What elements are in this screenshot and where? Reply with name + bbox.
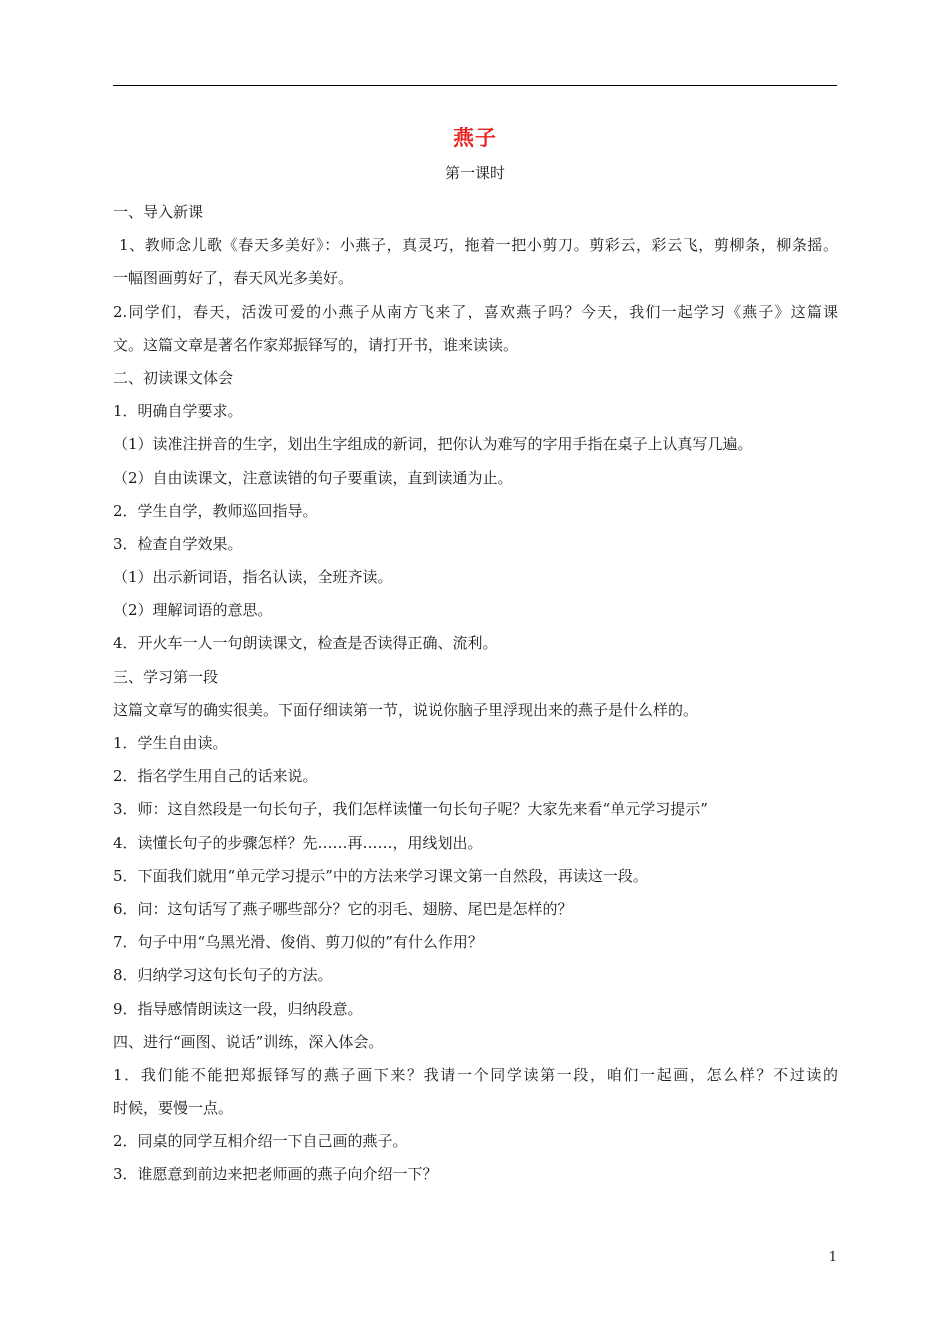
list-item: 4．读懂长句子的步骤怎样？先……再……，用线划出。 — [113, 833, 483, 852]
section-heading: 一、导入新课 — [113, 203, 204, 221]
header-rule — [113, 85, 837, 86]
section-heading: 四、进行“画图、说话”训练，深入体会。 — [113, 1032, 384, 1051]
paragraph-line: 1、教师念儿歌《春天多美好》：小燕子，真灵巧，拖着一把小剪刀。剪彩云，彩云飞，剪柳条，柳条摇。 — [119, 236, 838, 255]
list-item: 3．谁愿意到前边来把老师画的燕子向介绍一下？ — [113, 1165, 438, 1184]
paragraph-line: 一幅图画剪好了，春天风光多美好。 — [113, 269, 354, 288]
document-body — [113, 196, 838, 1192]
page-number: 1 — [828, 1250, 837, 1265]
list-item: （1）读准注拼音的生字，划出生字组成的新词，把你认为难写的字用手指在桌子上认真写几遍。 — [113, 435, 753, 454]
paragraph-line: 文。这篇文章是著名作家郑振铎写的，请打开书，谁来读读。 — [113, 335, 519, 354]
list-item: 1．我们能不能把郑振铎写的燕子画下来？我请一个同学读第一段，咱们一起画，怎么样？不过读的 — [113, 1065, 838, 1084]
paragraph-line: 这篇文章写的确实很美。下面仔细读第一节，说说你脑子里浮现出来的燕子是什么样的。 — [113, 700, 699, 719]
list-item: 5．下面我们就用“单元学习提示”中的方法来学习课文第一自然段，再读这一段。 — [113, 866, 648, 885]
list-item: 1．学生自由读。 — [113, 734, 228, 752]
section-heading: 二、初读课文体会 — [113, 368, 234, 387]
list-item: 7．句子中用“乌黑光滑、俊俏、剪刀似的”有什么作用？ — [113, 933, 483, 952]
section-heading: 三、学习第一段 — [113, 667, 219, 686]
list-item: 6．问：这句话写了燕子哪些部分？它的羽毛、翅膀、尾巴是怎样的？ — [113, 899, 573, 918]
list-item: （1）出示新词语，指名认读，全班齐读。 — [113, 568, 393, 587]
document-title: 燕子 — [453, 126, 497, 150]
list-item: 8．归纳学习这句长句子的方法。 — [113, 966, 333, 985]
list-item: 2．学生自学，教师巡回指导。 — [113, 501, 318, 520]
list-item: （2）理解词语的意思。 — [113, 601, 273, 620]
list-item: 1．明确自学要求。 — [113, 402, 243, 421]
list-item: 4．开火车一人一句朗读课文，检查是否读得正确、流利。 — [113, 634, 498, 653]
list-item: （2）自由读课文，注意读错的句子要重读，直到读通为止。 — [113, 468, 513, 487]
paragraph-line: 2.同学们，春天，活泼可爱的小燕子从南方飞来了，喜欢燕子吗？今天，我们一起学习《燕子》这篇课 — [113, 302, 838, 321]
list-item: 2．同桌的同学互相介绍一下自己画的燕子。 — [113, 1132, 408, 1151]
paragraph-line: 时候，要慢一点。 — [113, 1099, 234, 1118]
list-item: 9．指导感情朗读这一段，归纳段意。 — [113, 999, 363, 1018]
list-item: 3．师：这自然段是一句长句子，我们怎样读懂一句长句子呢？大家先来看“单元学习提示” — [113, 800, 708, 819]
list-item: 2．指名学生用自己的话来说。 — [113, 767, 318, 786]
list-item: 3．检查自学效果。 — [113, 534, 243, 553]
document-subtitle: 第一课时 — [444, 164, 505, 182]
